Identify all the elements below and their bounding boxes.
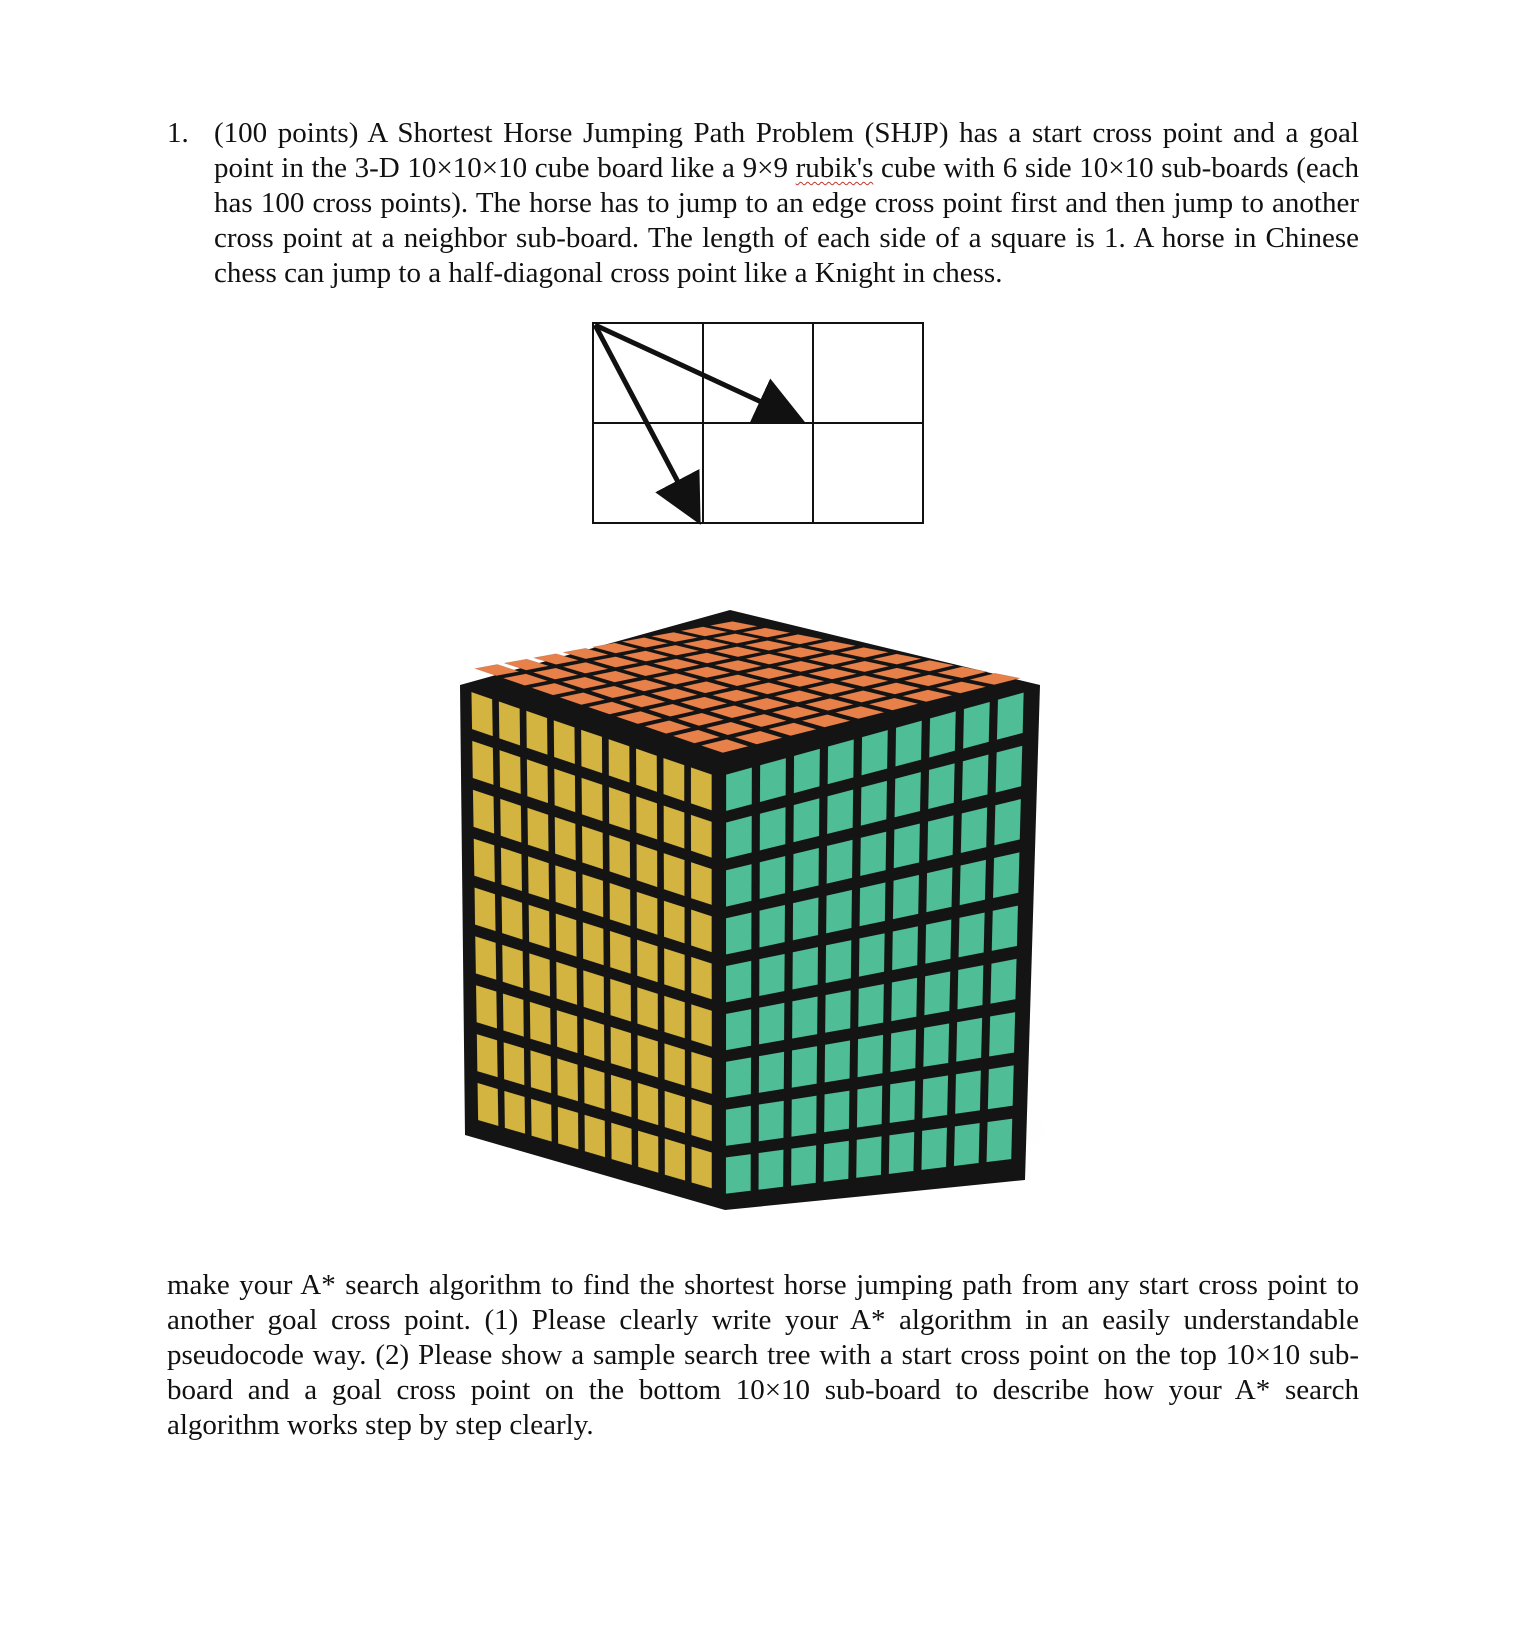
cube-sticker <box>636 749 657 792</box>
cube-sticker <box>921 1128 947 1171</box>
cube-sticker <box>792 947 818 990</box>
cube-sticker <box>499 701 520 745</box>
cube-sticker <box>923 1023 949 1067</box>
cube-sticker <box>759 1150 784 1190</box>
cube-sticker <box>664 1043 685 1085</box>
cube-sticker <box>760 758 786 802</box>
arrow-horizontal-jump <box>595 325 796 418</box>
cube-sticker <box>960 860 986 905</box>
cube-sticker <box>691 862 712 905</box>
cube-sticker <box>827 790 853 835</box>
cube-sticker <box>691 815 712 858</box>
cube-sticker <box>584 1067 605 1110</box>
cube-sticker <box>726 913 752 955</box>
cube-sticker <box>893 875 919 919</box>
cube-sticker <box>664 901 685 944</box>
cube-sticker <box>664 996 685 1039</box>
cube-sticker <box>992 906 1018 951</box>
cube-sticker <box>825 1040 851 1082</box>
cube-sticker <box>611 1027 632 1070</box>
cube-sticker <box>557 1058 578 1101</box>
cube-sticker <box>609 787 630 830</box>
cube-sticker <box>959 913 985 958</box>
intro-text-before: (100 points) A Shortest Horse Jumping Path Problem (SHJP) has a start cross point and a goal point in the 3-D 10×10×10 cube board like a 9×9 <box>214 117 1359 184</box>
cube-sticker <box>989 1012 1015 1056</box>
cube-sticker <box>472 741 493 785</box>
cube-sticker <box>891 978 917 1022</box>
arrow-vertical-jump <box>595 325 696 516</box>
cube-sticker <box>582 874 603 917</box>
cube-sticker <box>691 1004 712 1046</box>
cube-sticker <box>726 961 751 1003</box>
cube-sticker <box>665 1139 685 1181</box>
cube-sticker <box>691 767 712 810</box>
cube-sticker <box>957 965 983 1009</box>
cube-sticker <box>990 959 1016 1004</box>
cube-sticker <box>961 807 987 853</box>
question-tail: make your A* search algorithm to find the shortest horse jumping path from any start cross point to another goal cross point. (1) Please clearly write your A* algorithm in an easily understandable pseudocode way. (2) Please show a sample search tree with a start cross point on the top 10×10 sub-board and a goal cross point on the bottom 10×10 sub-board to describe how your A* search algorithm works step by step clearly. <box>167 1269 1359 1441</box>
cube-sticker <box>988 1065 1014 1109</box>
cube-sticker <box>637 987 658 1030</box>
cube-sticker <box>792 997 818 1039</box>
cube-sticker <box>726 1057 751 1098</box>
cube-sticker <box>956 1018 982 1062</box>
cube-sticker <box>954 1123 980 1166</box>
cube-sticker <box>502 896 523 940</box>
cube-sticker <box>927 815 953 860</box>
cube-sticker <box>502 945 523 988</box>
cube-sticker <box>860 832 886 876</box>
cube-sticker <box>556 914 577 957</box>
cube-sticker <box>530 1002 551 1045</box>
cube-sticker <box>691 1052 712 1094</box>
cube-sticker <box>610 883 631 926</box>
cube-sticker <box>929 711 956 757</box>
cube-sticker <box>726 816 752 859</box>
cube-sticker <box>556 962 577 1005</box>
intro-text-after: cube with 6 side 10×10 sub-boards (each has 100 cross points). The horse has to jump to an edge cross point first and then jump to another cross point at a neighbor sub-board. The length of each side of a square is 1. A horse in Chinese chess can jump to a half-diagonal cross point like a Knight in chess. <box>214 152 1359 289</box>
cube-sticker <box>997 693 1024 740</box>
cube-sticker <box>500 750 521 794</box>
cube-sticker <box>759 905 785 948</box>
cube-sticker <box>759 1003 784 1045</box>
cube-sticker <box>892 926 918 970</box>
cube-sticker <box>691 957 712 1000</box>
cube-sticker <box>636 796 657 839</box>
cube-sticker <box>664 948 685 991</box>
rubik-cube-illustration <box>460 590 1070 1220</box>
cube-sticker <box>962 755 989 801</box>
cube-sticker <box>555 817 576 861</box>
cube-sticker <box>473 790 494 834</box>
cube-sticker <box>895 721 921 767</box>
cube-sticker <box>993 852 1020 898</box>
cube-sticker <box>726 1106 751 1146</box>
cube-sticker <box>759 1052 784 1093</box>
cube-sticker <box>794 749 820 794</box>
cube-sticker <box>996 746 1023 793</box>
cube-sticker <box>477 1034 498 1077</box>
cube-sticker <box>759 954 785 996</box>
cube-sticker <box>610 931 631 974</box>
cube-sticker <box>691 910 712 953</box>
cube-sticker <box>826 890 852 934</box>
cube-sticker <box>638 1035 659 1078</box>
cube-sticker <box>504 1042 525 1085</box>
cube-sticker <box>504 1091 525 1134</box>
cube-sticker <box>857 1086 882 1128</box>
cube-sticker <box>530 1050 551 1093</box>
cube-sticker <box>583 970 604 1013</box>
cube-sticker <box>475 888 496 932</box>
cube-sticker <box>963 702 990 749</box>
cube-sticker <box>760 807 786 850</box>
cube-sticker <box>531 1099 552 1142</box>
cube-sticker <box>856 1136 881 1178</box>
cube-sticker <box>528 856 549 900</box>
cube-sticker <box>793 798 819 842</box>
cube-sticker <box>663 758 684 801</box>
cube-sticker <box>726 1154 751 1194</box>
cube-sticker <box>928 763 955 809</box>
cube-sticker <box>474 839 495 883</box>
cube-sticker <box>555 865 576 908</box>
cube-sticker <box>889 1132 915 1174</box>
cube-sticker <box>637 844 658 887</box>
cube-sticker <box>529 905 550 948</box>
cube-sticker <box>637 940 658 983</box>
cube-sticker <box>582 778 603 822</box>
cube-sticker <box>501 848 522 892</box>
cube-sticker <box>791 1096 816 1137</box>
cube-sticker <box>503 994 524 1037</box>
cube-sticker <box>926 867 952 912</box>
cube-sticker <box>638 1131 658 1173</box>
cube-sticker <box>583 922 604 965</box>
cube-sticker <box>692 1147 712 1189</box>
cube-sticker <box>664 853 685 896</box>
cube-sticker <box>922 1075 948 1118</box>
cube-sticker <box>476 985 497 1028</box>
cube-sticker <box>726 864 752 907</box>
cube-sticker <box>609 835 630 878</box>
cube-sticker <box>584 1018 605 1061</box>
cube-sticker <box>691 1099 711 1141</box>
cube-sticker <box>858 984 884 1027</box>
cube-sticker <box>526 711 547 755</box>
cube-sticker <box>500 799 521 843</box>
cube-sticker <box>994 799 1021 845</box>
cube-sticker <box>924 971 950 1015</box>
cube-sticker <box>824 1141 849 1182</box>
cube-sticker <box>554 769 575 813</box>
cube-sticker <box>637 892 658 935</box>
cube-sticker <box>554 720 575 764</box>
cube-sticker <box>665 1091 685 1133</box>
cube-sticker <box>793 897 819 940</box>
cube-sticker <box>558 1107 579 1150</box>
cube-sticker <box>638 1083 659 1125</box>
cube-sticker <box>478 1083 499 1126</box>
cube-sticker <box>582 826 603 869</box>
cube-sticker <box>827 840 853 884</box>
cube-sticker <box>987 1119 1013 1163</box>
cube-sticker <box>824 1091 849 1133</box>
cube-sticker <box>955 1070 981 1114</box>
cube-sticker <box>890 1081 916 1124</box>
cube-sticker <box>826 940 852 983</box>
cube-sticker <box>793 848 819 891</box>
cube-sticker <box>828 739 854 784</box>
cube-sticker <box>726 1009 751 1050</box>
cube-sticker <box>791 1145 816 1186</box>
cube-sticker <box>859 933 885 977</box>
question-number: 1. <box>167 117 189 149</box>
question-intro <box>214 116 1359 291</box>
cube-sticker <box>792 1046 817 1088</box>
cube-sticker <box>557 1010 578 1053</box>
cube-sticker <box>895 772 921 817</box>
cube-sticker <box>611 1075 632 1118</box>
cube-sticker <box>609 739 630 783</box>
cube-sticker <box>759 1101 784 1142</box>
cube-sticker <box>581 730 602 774</box>
cube-sticker <box>527 759 548 803</box>
cube-sticker <box>894 824 920 869</box>
cube-sticker <box>825 990 851 1033</box>
cube-sticker <box>860 882 886 926</box>
horse-jump-diagram <box>590 320 930 530</box>
cube-sticker <box>664 806 685 849</box>
diagram-grid <box>593 323 923 523</box>
cube-sticker <box>529 953 550 996</box>
cube-sticker <box>861 781 887 826</box>
cube-sticker <box>890 1029 916 1072</box>
cube-sticker <box>760 856 786 899</box>
cube-sticker <box>611 1123 632 1165</box>
cube-sticker <box>726 768 752 812</box>
cube-sticker <box>858 1035 884 1078</box>
cube-sticker <box>475 936 496 980</box>
cube-sticker <box>585 1115 606 1158</box>
cube-sticker <box>610 979 631 1022</box>
cube-sticker <box>925 919 951 963</box>
cube-sticker <box>527 808 548 852</box>
spellcheck-underlined-word: rubik's <box>795 152 874 184</box>
cube-sticker <box>471 692 492 736</box>
cube-sticker <box>862 730 888 775</box>
